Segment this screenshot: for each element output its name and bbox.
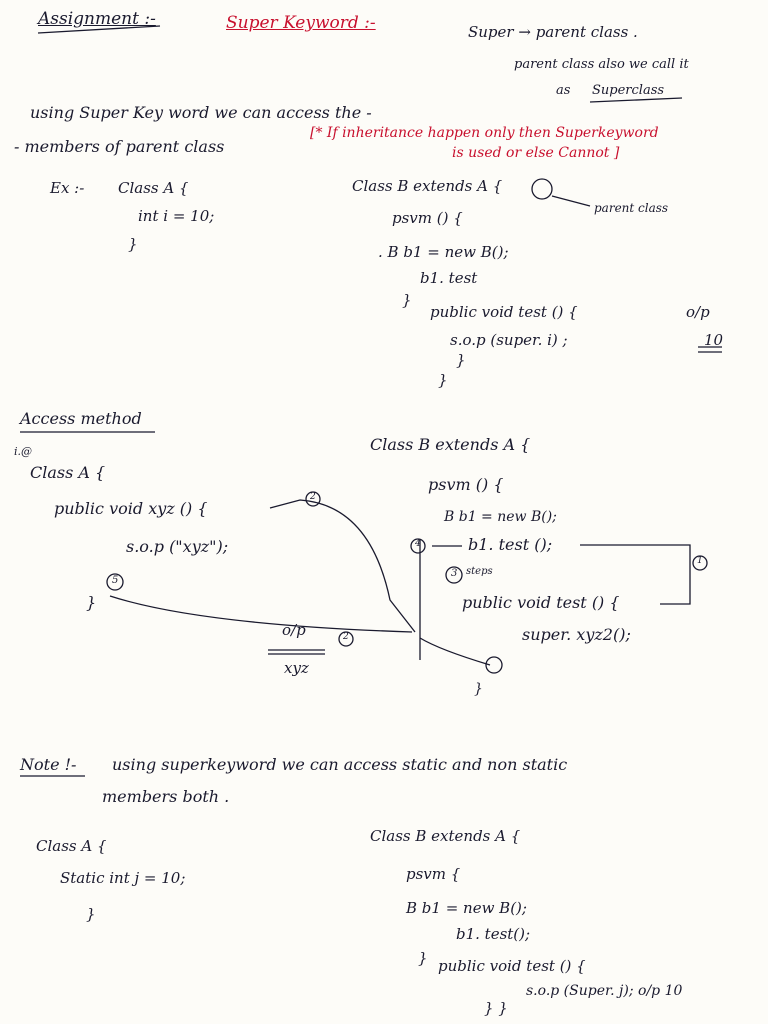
access-classB-line-6: super. xyz2(); bbox=[522, 625, 631, 644]
step-marker: 3 bbox=[451, 568, 458, 579]
ex1-classB-line-2: psvm () { bbox=[392, 209, 463, 227]
ex2-classB-line-8: } } bbox=[484, 999, 508, 1017]
access-method-heading: Access method bbox=[20, 409, 142, 428]
ex1-classB-line-7: s.o.p (super. i) ; bbox=[450, 331, 568, 349]
ex2-classB-line-6: public void test () { bbox=[438, 957, 586, 975]
assignment-heading: Assignment :- bbox=[38, 9, 156, 29]
example-label: Ex :- bbox=[50, 179, 85, 197]
ex1-classA-line-1: Class A { bbox=[118, 179, 189, 197]
access-classB-line-3: B b1 = new B(); bbox=[444, 509, 557, 525]
steps-label: steps bbox=[466, 566, 493, 577]
step-marker: 2 bbox=[343, 632, 349, 642]
ex1-classA-line-3: } bbox=[128, 235, 138, 253]
ex2-classA-line-3: } bbox=[86, 905, 96, 923]
step-marker: 1 bbox=[697, 556, 703, 566]
ex1-output-label: o/p bbox=[686, 303, 710, 321]
access-classA-line-4: } bbox=[86, 593, 97, 612]
access-classB-line-4: b1. test (); bbox=[468, 535, 553, 554]
ex1-classB-line-9: } bbox=[438, 371, 448, 389]
ex1-classB-line-8: } bbox=[456, 351, 466, 369]
note-line-2: members both . bbox=[102, 787, 230, 806]
access-classB-line-2: psvm () { bbox=[428, 475, 504, 494]
access-output-label: o/p bbox=[282, 621, 306, 639]
ex1-classA-line-2: int i = 10; bbox=[138, 207, 215, 225]
page-title: Super Keyword :- bbox=[226, 13, 376, 33]
access-sub-label: i.@ bbox=[14, 445, 33, 458]
ex2-classA-line-2: Static int j = 10; bbox=[60, 869, 186, 887]
ex2-classB-line-3: B b1 = new B(); bbox=[406, 899, 527, 917]
access-classB-line-7: } bbox=[474, 681, 483, 697]
ex2-classB-line-4: b1. test(); bbox=[456, 925, 531, 943]
ex2-classA-line-1: Class A { bbox=[36, 837, 107, 855]
ex1-classB-line-6: public void test () { bbox=[430, 303, 578, 321]
step-marker: 2 bbox=[310, 492, 316, 502]
intro-line-2: - members of parent class bbox=[14, 137, 225, 156]
intro-line-1: using Super Key word we can access the - bbox=[30, 103, 372, 122]
definition-line-2: parent class also we call it bbox=[514, 57, 689, 72]
ex1-output-value: 10 bbox=[704, 331, 724, 349]
parent-class-label: parent class bbox=[594, 201, 669, 215]
definition-line-3-prefix: as bbox=[556, 83, 571, 98]
note-label: Note !- bbox=[20, 755, 77, 774]
access-classA-line-1: Class A { bbox=[30, 463, 106, 482]
ex1-classB-line-5: } bbox=[402, 291, 412, 309]
step-marker: 4 bbox=[415, 539, 421, 549]
ex2-classB-line-7: s.o.p (Super. j); o/p 10 bbox=[526, 983, 683, 999]
definition-line-3-word: Superclass bbox=[592, 83, 665, 98]
note-line-1: using superkeyword we can access static and non static bbox=[112, 755, 568, 774]
access-classA-line-3: s.o.p ("xyz"); bbox=[126, 537, 229, 556]
ex2-classB-line-1: Class B extends A { bbox=[370, 827, 521, 845]
definition-line-1: Super → parent class . bbox=[468, 23, 638, 41]
ex1-classB-line-4: b1. test bbox=[420, 269, 478, 287]
ex1-classB-line-3: . B b1 = new B(); bbox=[378, 243, 509, 261]
access-classB-line-5: public void test () { bbox=[462, 593, 620, 612]
ex2-classB-line-2: psvm { bbox=[406, 865, 461, 883]
ex1-classB-line-1: Class B extends A { bbox=[352, 177, 503, 195]
access-classB-line-1: Class B extends A { bbox=[370, 435, 531, 454]
step-marker: 5 bbox=[112, 575, 119, 586]
inheritance-note-line-2: is used or else Cannot ] bbox=[452, 145, 620, 161]
access-output-value: xyz bbox=[284, 659, 309, 677]
inheritance-note-line-1: [* If inheritance happen only then Superkeyword bbox=[310, 125, 659, 141]
access-classA-line-2: public void xyz () { bbox=[54, 499, 208, 518]
ex2-classB-line-5: } bbox=[418, 949, 428, 967]
